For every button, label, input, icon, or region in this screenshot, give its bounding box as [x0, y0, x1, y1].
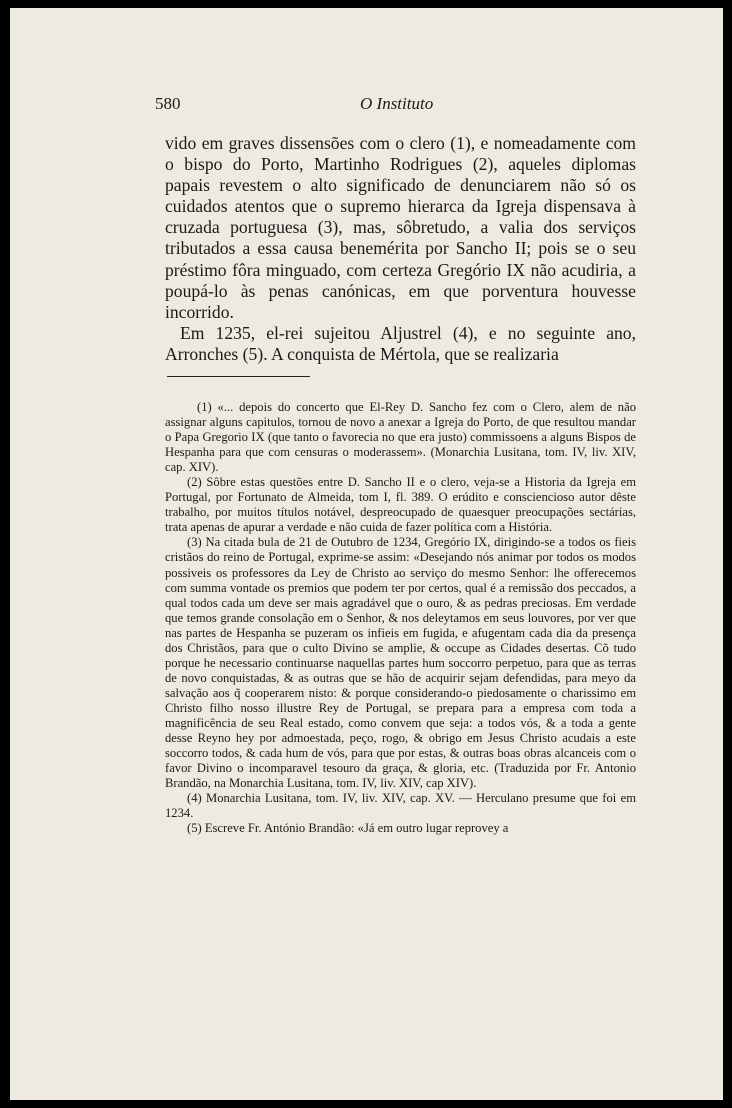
page-header: [155, 94, 645, 116]
footnote-divider: [167, 376, 310, 377]
footnote-3: (3) Na citada bula de 21 de Outubro de 1234, Gregório IX, dirigindo-se a todos os fieis cristãos do reino de Portugal, exprime-se assim: «Desejando nós animar por todos os modos possiveis os professores da Ley de Christo ao serviço do mesmo Senhor: lhe offerecemos com summa vontade os premios que podem ter por certos, qual é a remissão dos peccados, a qual todos cada um deve ser mais agradável que o ouro, & as pedras preciosas. Em verdade que temos grande consolação em o Senhor, & nos deleytamos em seus louvores, por ver que nas partes de Hespanha se puzeram os infieis em fugida, e afugentam cada dia da presença dos Christãos, para que o culto Divino se amplie, & occupe as Cidades desertas. Cõ tudo porque he necessario continuarse naquellas partes hum soccorro perpetuo, para que as terras de novo conquistadas, & as outras que se hão de acquirir sejam defendidas, para meyo da salvação aos q̃ cooperarem nisto: & porque considerando-o piedosamente o charissimo em Christo filho nosso illustre Rey de Portugal, se prepara para a empresa com toda a magnificência de seu Real estado, como convem que seja: a todos vós, & a toda a gente desse Reyno hey por admoestada, peço, rogo, & obrigo em Jesus Christo acudais a este soccorro todos, & cada hum de vós, para que por estas, & outras boas obras alcanceis com o favor Divino o incomparavel tesouro da graça, & gloria, etc. (Traduzida por Fr. Antonio Brandão, na Monarchia Lusitana, tom. IV, liv. XIV, cap XIV).: [165, 535, 636, 791]
body-paragraph: vido em graves dissensões com o clero (1), e nomeadamente com o bispo do Porto, Martinho Rodrigues (2), aqueles diplomas papais revestem o alto significado de denunciarem não só os cuidados atentos que o supremo hierarca da Igreja dispensava à cruzada portuguesa (3), mas, sôbretudo, a valia dos serviços tributados a essa causa benemérita por Sancho II; pois se o seu préstimo fôra minguado, com certeza Gregório IX não acudiria, a poupá-lo às penas canónicas, em que porventura houvesse incorrido.: [165, 133, 636, 322]
footnote-4: (4) Monarchia Lusitana, tom. IV, liv. XIV, cap. XV. — Herculano presume que foi em 1234.: [165, 791, 636, 821]
main-text: [165, 133, 636, 365]
body-paragraph: Em 1235, el-rei sujeitou Aljustrel (4), e no seguinte ano, Arronches (5). A conquista de Mértola, que se realizaria: [165, 322, 636, 364]
footnote-5: (5) Escreve Fr. António Brandão: «Já em outro lugar reprovey a: [187, 821, 509, 836]
page-number: 580: [155, 94, 181, 113]
book-page: [10, 8, 723, 1100]
footnote-2: (2) Sôbre estas questões entre D. Sancho II e o clero, veja-se a Historia da Igreja em Portugal, por Fortunato de Almeida, tom I, fl. 389. O erúdito e consciencioso autor dêste trabalho, por muitos títulos notável, despreocupado de quaesquer preocupações sectárias, trata apenas de apurar a verdade e não cuida de fazer política com a História.: [165, 475, 636, 535]
footnotes: [165, 400, 636, 836]
running-title: O Instituto: [360, 94, 434, 113]
footnote-1: (1) «... depois do concerto que El-Rey D. Sancho fez com o Clero, alem de não assignar alguns capitulos, tornou de novo a anexar a Igreja do Porto, de que resultou mandar o Papa Gregorio IX (que tanto o favorecia no que era justo) commissoens a alguns Bispos de Hespanha para que com censuras o moderassem». (Monarchia Lusitana, tom. IV, liv. XIV, cap. XIV).: [165, 400, 636, 475]
